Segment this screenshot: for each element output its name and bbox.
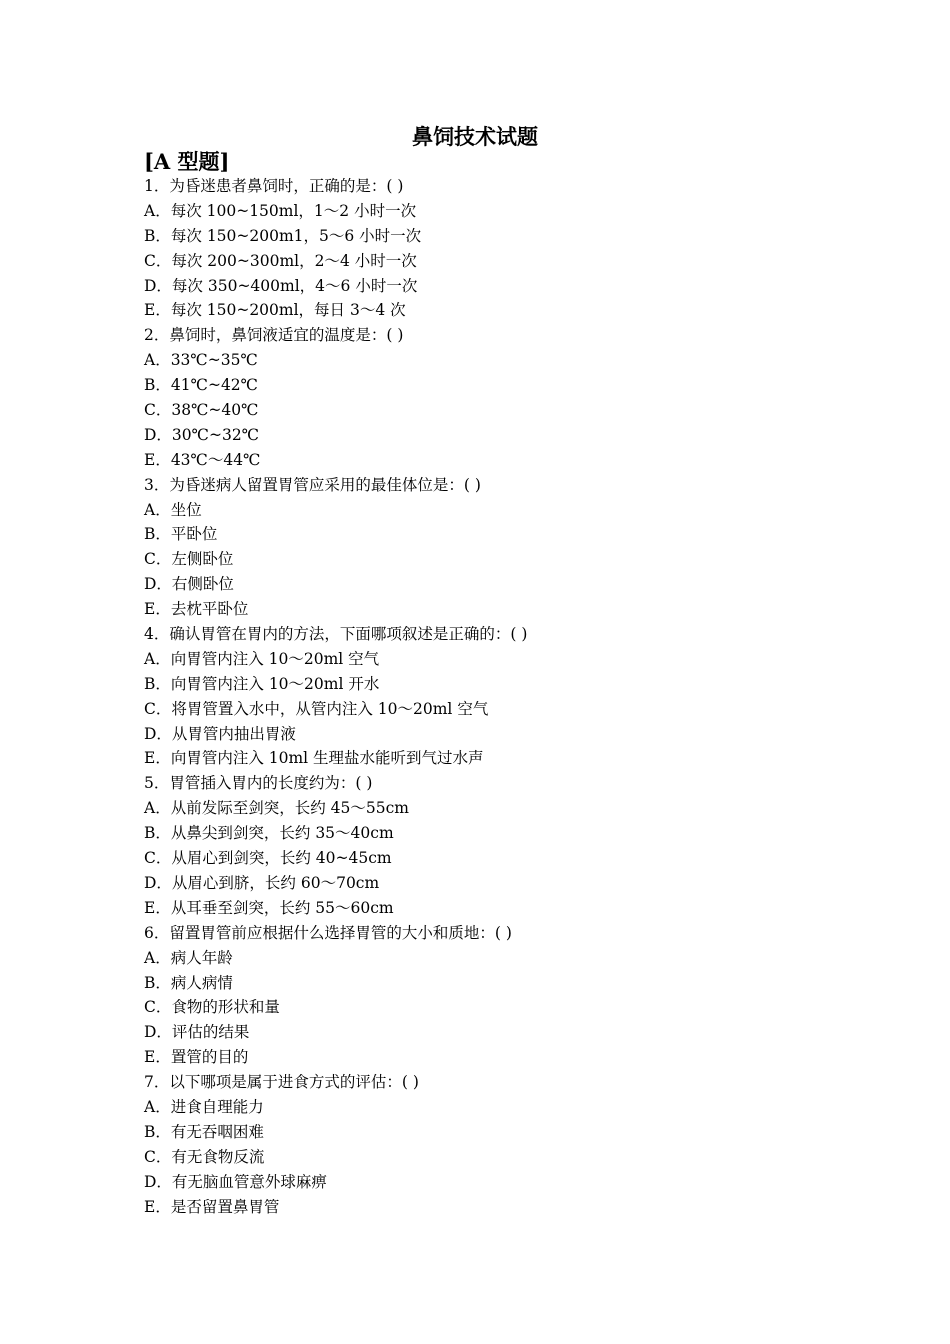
answer-option: C．食物的形状和量: [144, 998, 280, 1017]
answer-option: C．左侧卧位: [144, 550, 234, 569]
answer-option: D．有无脑血管意外球麻痹: [144, 1172, 327, 1191]
question-stem: 6．留置胃管前应根据什么选择胃管的大小和质地：( ): [144, 923, 512, 942]
answer-option: D．右侧卧位: [144, 575, 234, 594]
answer-option: A．每次 100~150ml，1～2 小时一次: [144, 201, 417, 220]
answer-option: E．每次 150~200ml，每日 3～4 次: [144, 301, 406, 320]
answer-option: B．向胃管内注入 10～20ml 开水: [144, 674, 380, 693]
section-heading: [A 型题]: [144, 149, 230, 174]
answer-option: C．从眉心到剑突，长约 40~45cm: [144, 849, 392, 868]
answer-option: E．43℃～44℃: [144, 450, 261, 469]
answer-option: A．从前发际至剑突，长约 45～55cm: [144, 799, 409, 818]
answer-option: E．是否留置鼻胃管: [144, 1197, 280, 1216]
answer-option: B．41℃~42℃: [144, 376, 259, 395]
answer-option: D．30℃~32℃: [144, 425, 260, 444]
answer-option: A．33℃~35℃: [144, 351, 258, 370]
answer-option: E．从耳垂至剑突，长约 55～60cm: [144, 898, 394, 917]
question-stem: 1．为昏迷患者鼻饲时，正确的是：( ): [144, 177, 404, 195]
answer-option: D．每次 350~400ml，4～6 小时一次: [144, 276, 418, 295]
answer-option: B．病人病情: [144, 973, 233, 992]
answer-option: E．置管的目的: [144, 1048, 249, 1067]
question-list: [144, 174, 824, 1219]
answer-option: C．将胃管置入水中，从管内注入 10～20ml 空气: [144, 699, 489, 718]
answer-option: D．评估的结果: [144, 1023, 250, 1042]
answer-option: B．从鼻尖到剑突，长约 35～40cm: [144, 824, 394, 843]
answer-option: B．每次 150~200m1，5～6 小时一次: [144, 226, 422, 245]
answer-option: E．去枕平卧位: [144, 600, 249, 619]
answer-option: A．进食自理能力: [144, 1097, 264, 1116]
answer-option: E．向胃管内注入 10ml 生理盐水能听到气过水声: [144, 749, 484, 768]
question-stem: 3．为昏迷病人留置胃管应采用的最佳体位是：( ): [144, 475, 481, 494]
answer-option: D．从胃管内抽出胃液: [144, 724, 296, 743]
answer-option: D．从眉心到脐，长约 60～70cm: [144, 873, 380, 892]
answer-option: C．每次 200~300ml，2～4 小时一次: [144, 251, 417, 270]
question-stem: 2．鼻饲时，鼻饲液适宜的温度是：( ): [144, 326, 404, 345]
answer-option: A．向胃管内注入 10～20ml 空气: [144, 649, 380, 668]
question-stem: 7．以下哪项是属于进食方式的评估：( ): [144, 1073, 419, 1092]
answer-option: A．坐位: [144, 500, 202, 519]
answer-option: B．有无吞咽困难: [144, 1122, 264, 1141]
answer-option: C．有无食物反流: [144, 1147, 265, 1166]
answer-option: C．38℃~40℃: [144, 401, 259, 420]
question-stem: 5．胃管插入胃内的长度约为：( ): [144, 774, 373, 793]
answer-option: A．病人年龄: [144, 948, 233, 967]
question-stem: 4．确认胃管在胃内的方法，下面哪项叙述是正确的：( ): [144, 625, 528, 644]
answer-option: B．平卧位: [144, 525, 218, 544]
document-title: 鼻饲技术试题: [412, 124, 538, 149]
